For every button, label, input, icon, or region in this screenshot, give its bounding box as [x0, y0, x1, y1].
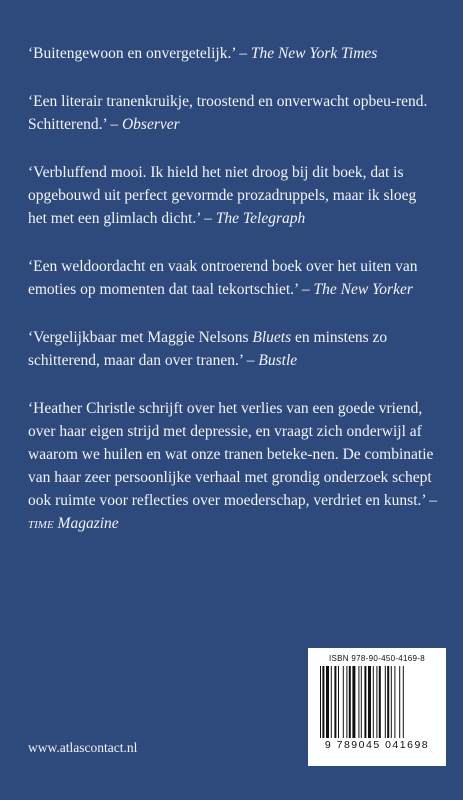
barcode-bar: [368, 666, 371, 738]
review-quote: [28, 397, 438, 535]
barcode-bar: [326, 666, 329, 738]
review-quote: [28, 255, 438, 301]
barcode-bar: [373, 666, 374, 738]
barcode-bar: [338, 666, 339, 738]
isbn-barcode: [308, 648, 446, 766]
quote-text: en minstens zo schitterend, maar dan over tranen.’ –: [28, 329, 388, 369]
quote-text: ‘Heather Christle schrijft over het verlies van een goede vriend, over haar eigen strijd met depressie, en vraagt zich onderwijl af waarom we huilen en wat onze tranen beteke-nen. De combinatie van haar zeer persoonlijke verhaal met grondig onderzoek schept ook ruimte voor reflecties over moederschap, verdriet en kunst.’ –: [28, 400, 438, 509]
quote-source: Magazine: [53, 515, 119, 532]
barcode-bar: [320, 666, 321, 738]
barcode-bar: [322, 666, 324, 738]
barcode-bar: [358, 666, 359, 738]
quote-text: ‘Een weldoordacht en vaak ontroerend boek over het uiten van emoties op momenten dat taal tekortschiet.’ –: [28, 258, 418, 298]
isbn-label: ISBN 978-90-450-4169-8: [329, 654, 425, 663]
barcode-bar: [379, 666, 381, 738]
quote-source: time: [28, 515, 54, 532]
quote-text: ‘Vergelijkbaar met Maggie Nelsons: [28, 329, 253, 346]
quote-text: ‘Buitengewoon en onvergetelijk.’ –: [28, 45, 251, 62]
barcode-bars: [318, 666, 436, 738]
review-quote: [28, 90, 438, 136]
barcode-bar: [364, 666, 366, 738]
barcode-bar: [391, 666, 392, 738]
review-quotes: [28, 42, 438, 560]
barcode-bar: [399, 666, 400, 738]
barcode-bar: [403, 666, 404, 738]
quote-source: The Telegraph: [215, 210, 306, 227]
quote-source: The New Yorker: [313, 281, 413, 298]
book-title: Bluets: [252, 329, 292, 346]
barcode-bar: [331, 666, 332, 738]
barcode-bar: [352, 666, 355, 738]
review-quote: [28, 326, 438, 372]
barcode-bar: [387, 666, 389, 738]
barcode-bar: [334, 666, 336, 738]
review-quote: [28, 161, 438, 230]
review-quote: [28, 42, 438, 65]
quote-source: Observer: [121, 116, 180, 133]
quote-text: ‘Een literair tranenkruikje, troostend en onverwacht opbeu-rend. Schitterend.’ –: [28, 93, 428, 133]
barcode-bar: [346, 666, 347, 738]
barcode-bar: [361, 666, 362, 738]
barcode-bar: [376, 666, 377, 738]
barcode-bar: [385, 666, 386, 738]
barcode-bar: [349, 666, 351, 738]
barcode-bar: [394, 666, 395, 738]
barcode-bar: [343, 666, 344, 738]
isbn-digits: 9 789045 041698: [324, 739, 430, 751]
publisher-website: www.atlascontact.nl: [28, 740, 138, 755]
quote-source: The New York Times: [250, 45, 378, 62]
quote-text: ‘Verbluffend mooi. Ik hield het niet droog bij dit boek, dat is opgebouwd uit perfect gevormde prozadruppels, maar ik sloeg het met een glimlach dicht.’ –: [28, 164, 417, 227]
quote-source: Bustle: [258, 352, 298, 369]
